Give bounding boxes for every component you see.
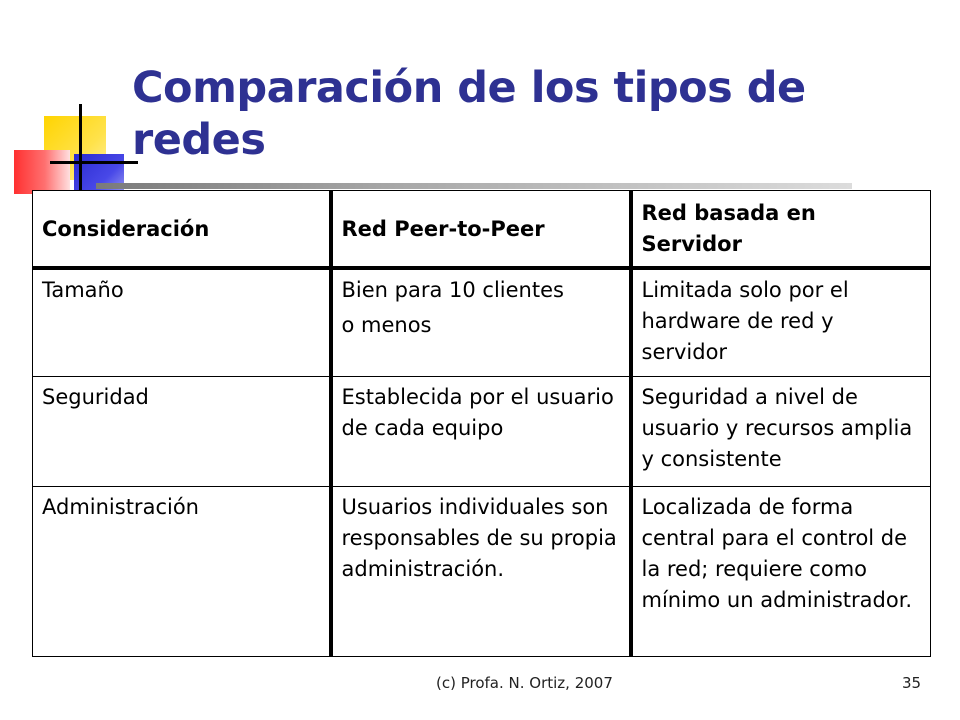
header-servidor: Red basada en Servidor [631, 191, 931, 269]
decorative-red-block [14, 150, 70, 194]
table-header-row [33, 191, 931, 269]
header-consideracion: Consideración [33, 191, 331, 269]
slide-title: Comparación de los tipos de redes [132, 63, 806, 165]
cell-line: Bien para 10 clientes [341, 278, 564, 302]
table-row [33, 486, 931, 656]
row-label-administracion: Administración [33, 486, 331, 656]
decorative-horizontal-line [50, 161, 138, 164]
header-peer-to-peer: Red Peer-to-Peer [331, 191, 631, 269]
decorative-vertical-line [79, 104, 82, 202]
cell-line: Usuarios individuales son responsables de su propia administración. [341, 494, 617, 581]
cell-line: Establecida por el usuario de cada equipo [341, 384, 614, 440]
cell-p2p-administracion [331, 486, 631, 656]
cell-line: o menos [341, 313, 432, 337]
footer-credit: (c) Profa. N. Ortiz, 2007 [436, 674, 613, 692]
cell-p2p-seguridad [331, 376, 631, 486]
comparison-table [32, 190, 931, 657]
row-label-seguridad: Seguridad [33, 376, 331, 486]
page-number: 35 [902, 674, 922, 692]
title-underline-rule [96, 183, 852, 189]
row-label-tamano: Tamaño [33, 268, 331, 376]
cell-p2p-tamano [331, 268, 631, 376]
table-row [33, 268, 931, 376]
table-row [33, 376, 931, 486]
cell-server-tamano: Limitada solo por el hardware de red y servidor [631, 268, 931, 376]
cell-server-administracion: Localizada de forma central para el control de la red; requiere como mínimo un administrador. [631, 486, 931, 656]
cell-server-seguridad: Seguridad a nivel de usuario y recursos amplia y consistente [631, 376, 931, 486]
